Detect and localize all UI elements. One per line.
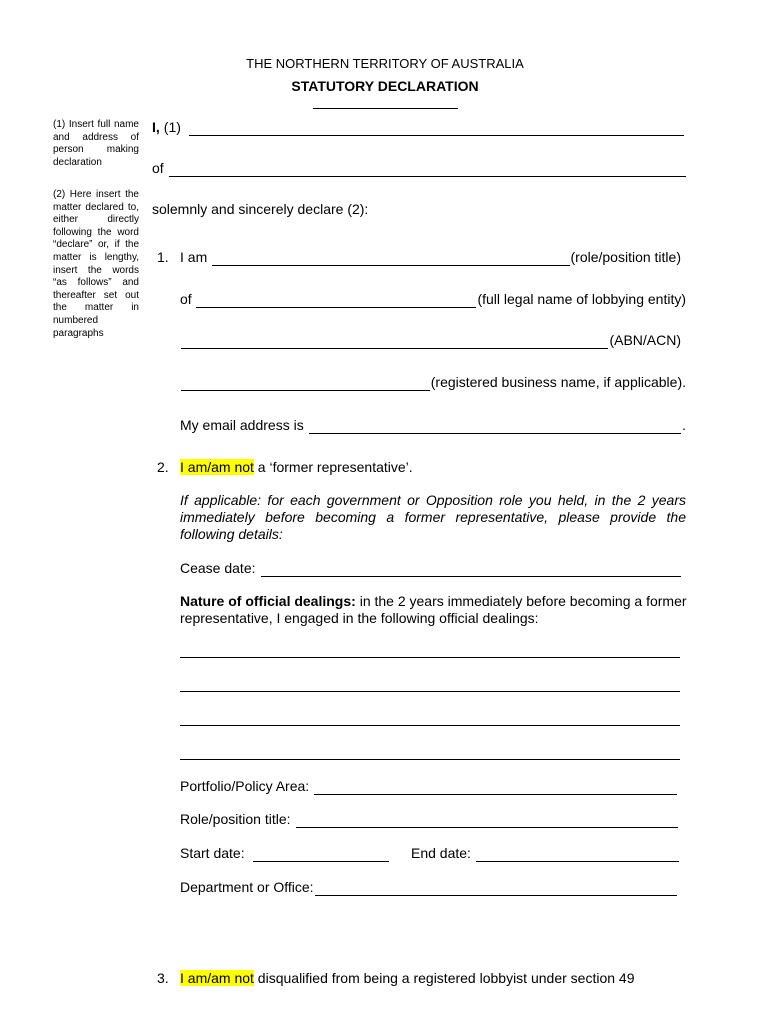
department-row: [180, 879, 678, 896]
nature-text: in the 2 years immediately before becoming a former representative, I engaged in the following official dealings:: [180, 593, 687, 626]
dealings-line-3[interactable]: [180, 725, 680, 726]
portfolio-row: [180, 778, 678, 795]
email-field[interactable]: [309, 420, 681, 434]
declarant-address-row: [152, 160, 687, 177]
note-ref-1: (1): [163, 119, 181, 135]
department-label: Department or Office:: [180, 879, 314, 895]
declarant-name-row: [152, 119, 685, 136]
of-label: of: [152, 160, 164, 176]
role-row: [180, 249, 681, 266]
email-end: .: [682, 417, 686, 433]
email-label: My email address is: [180, 417, 304, 433]
role-title-row: [180, 811, 679, 828]
role-field[interactable]: [212, 252, 569, 266]
former-rep-rest: a ‘former representative’.: [253, 459, 413, 475]
business-hint: (registered business name, if applicable).: [430, 374, 686, 390]
entity-of-label: of: [180, 291, 192, 307]
disqualified-choice[interactable]: I am/am not: [180, 970, 254, 986]
start-date-field[interactable]: [253, 848, 389, 862]
end-date-label: End date:: [411, 845, 471, 861]
document-title: STATUTORY DECLARATION: [291, 78, 479, 94]
declarant-name-field[interactable]: [189, 122, 684, 136]
portfolio-field[interactable]: [314, 781, 677, 795]
nature-of-dealings: [180, 593, 690, 627]
former-rep-choice[interactable]: I am/am not: [180, 459, 254, 475]
jurisdiction-heading: THE NORTHERN TERRITORY OF AUSTRALIA: [246, 56, 524, 71]
disqualification-statement: [180, 970, 634, 987]
role-title-label: Role/position title:: [180, 811, 291, 827]
business-name-field[interactable]: [181, 377, 430, 391]
start-date-row: [180, 845, 390, 862]
role-hint: (role/position title): [570, 249, 681, 265]
i-label: I,: [152, 119, 160, 135]
former-rep-instructions: If applicable: for each government or Opposition role you held, in the 2 years immediately before becoming a former representative, please provide the following details:: [180, 492, 686, 542]
department-field[interactable]: [315, 882, 677, 896]
cease-date-label: Cease date:: [180, 560, 256, 576]
margin-note-2: (2) Here insert the matter declared to, either directly following the word “declare” or, if the matter is lengthy, insert the words “as follows” and thereafter set out the matter in numbered paragraphs: [53, 189, 139, 339]
disqualification-rest: disqualified from being a registered lobbyist under section 49: [253, 970, 635, 986]
role-title-field[interactable]: [296, 814, 678, 828]
para2-number: 2.: [157, 459, 169, 475]
entity-name-field[interactable]: [196, 294, 477, 308]
entity-hint: (full legal name of lobbying entity): [477, 291, 686, 307]
email-row: [180, 417, 686, 434]
dealings-line-4[interactable]: [180, 759, 680, 760]
former-rep-statement: [180, 459, 413, 476]
end-date-row: [411, 845, 680, 862]
dealings-line-2[interactable]: [180, 691, 680, 692]
margin-note-1: (1) Insert full name and address of person making declaration: [53, 119, 139, 168]
dealings-line-1[interactable]: [180, 657, 680, 658]
business-name-row: [180, 374, 686, 391]
cease-date-field[interactable]: [261, 563, 682, 577]
entity-row: [180, 291, 686, 308]
title-underline: [313, 108, 458, 109]
declare-statement: solemnly and sincerely declare (2):: [152, 201, 369, 217]
i-am-label: I am: [180, 249, 208, 265]
para3-number: 3.: [157, 970, 169, 986]
end-date-field[interactable]: [476, 848, 679, 862]
abn-row: [180, 332, 681, 349]
abn-field[interactable]: [181, 335, 608, 349]
start-date-label: Start date:: [180, 845, 245, 861]
declarant-address-field[interactable]: [169, 163, 686, 177]
nature-label: Nature of official dealings:: [180, 593, 356, 609]
portfolio-label: Portfolio/Policy Area:: [180, 778, 310, 794]
cease-date-row: [180, 560, 682, 577]
abn-hint: (ABN/ACN): [609, 332, 681, 348]
para1-number: 1.: [157, 249, 169, 265]
